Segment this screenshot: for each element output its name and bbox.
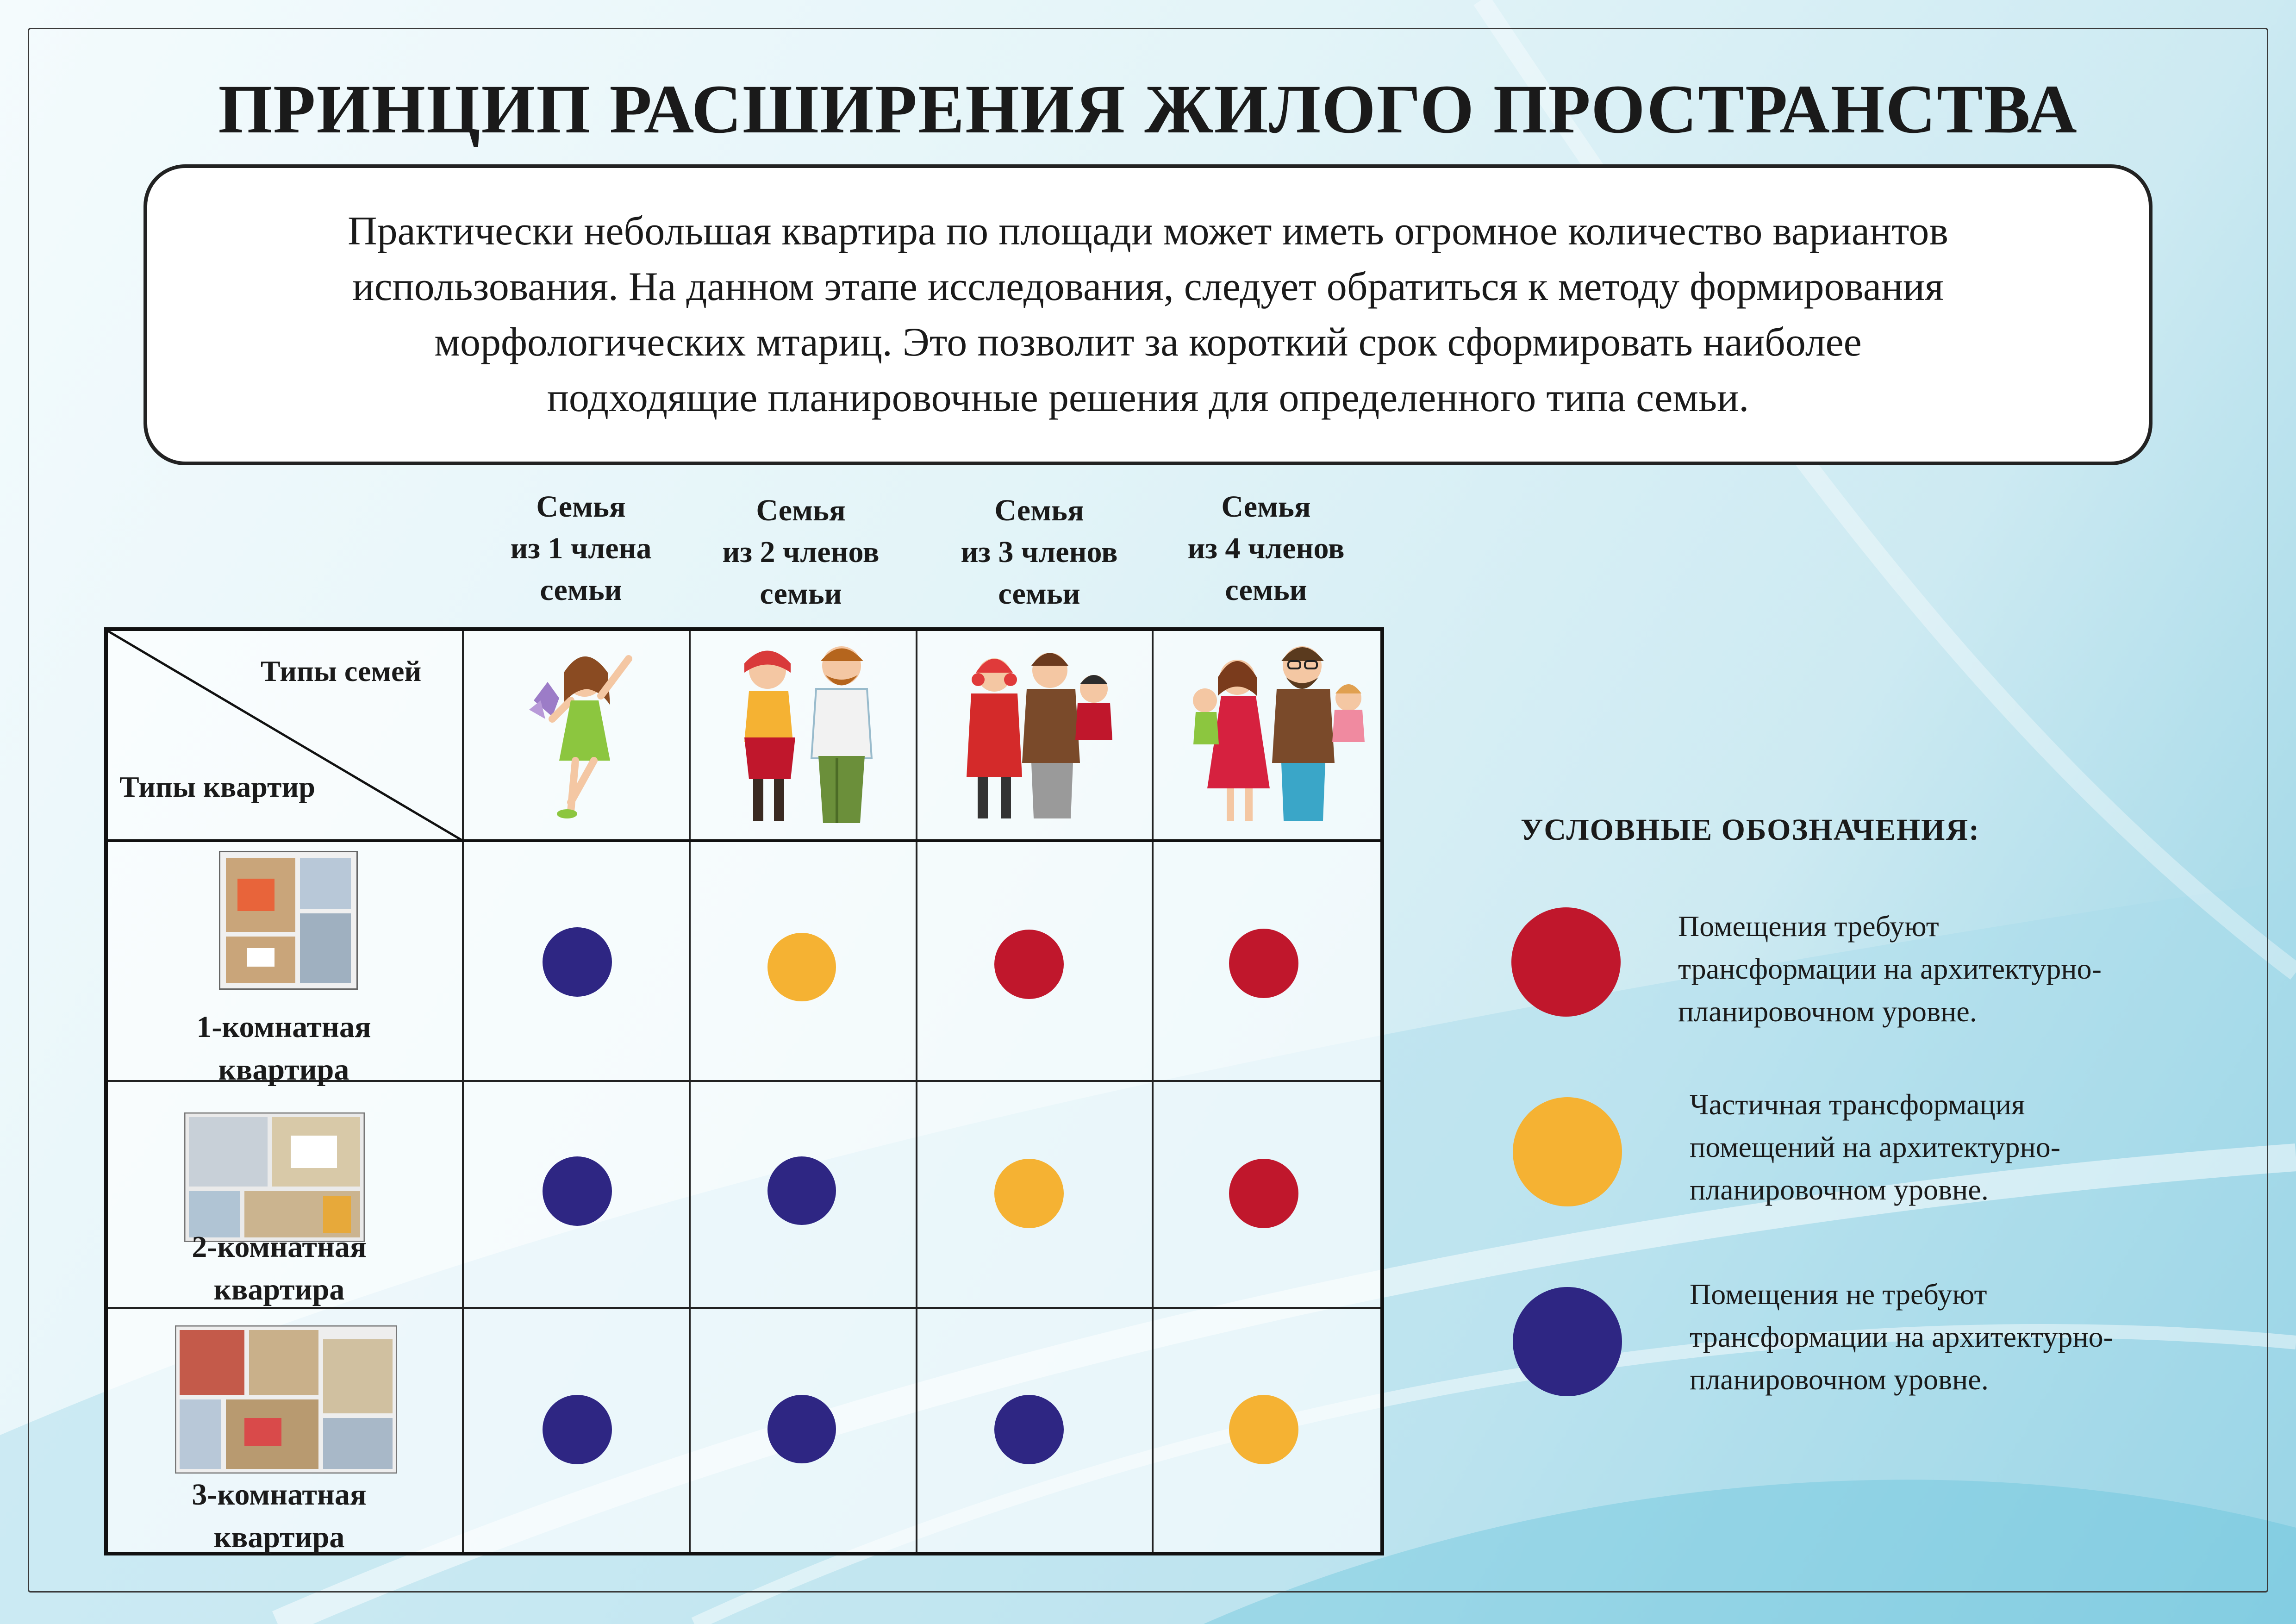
legend-dot-partial (1513, 1097, 1622, 1206)
legend-line: трансформации на архитектурно- (1678, 952, 2102, 985)
status-dot-r1-c2 (767, 933, 836, 1001)
legend-line: Частичная трансформация (1690, 1088, 2025, 1121)
column-header-line: семьи (998, 577, 1080, 611)
status-dot-r3-c1 (543, 1395, 612, 1464)
status-dot-r2-c3 (994, 1159, 1064, 1228)
legend-line: планировочном уровне. (1690, 1173, 1989, 1206)
status-dot-r2-c2 (767, 1156, 836, 1225)
woman-icon (515, 645, 645, 830)
legend-title: УСЛОВНЫЕ ОБОЗНАЧЕНИЯ: (1521, 813, 1980, 847)
grid-line (916, 631, 917, 1552)
column-header-line: Семья (1221, 490, 1311, 524)
column-header-line: семьи (540, 573, 622, 607)
legend-line: трансформации на архитектурно- (1690, 1320, 2113, 1353)
legend-text-none (1690, 1273, 2245, 1401)
status-dot-r1-c4 (1229, 929, 1298, 998)
status-dot-r2-c1 (543, 1156, 612, 1226)
row-label-line: 1-комнатная (196, 1010, 371, 1044)
column-header-line: семьи (760, 577, 842, 611)
status-dot-r3-c4 (1229, 1395, 1298, 1464)
grid-line (1152, 631, 1154, 1552)
intro-line: морфологических мтариц. Это позволит за короткий срок сформировать наиболее (434, 320, 1862, 365)
legend-line: Помещения не требуют (1690, 1278, 1987, 1311)
couple-icon (724, 640, 890, 830)
intro-line: подходящие планировочные решения для определенного типа семьи. (547, 375, 1749, 420)
status-dot-r3-c3 (994, 1395, 1064, 1464)
status-dot-r3-c2 (767, 1395, 836, 1463)
page-title: ПРИНЦИП РАСШИРЕНИЯ ЖИЛОГО ПРОСТРАНСТВА (218, 71, 2078, 148)
legend-line: помещений на архитектурно- (1690, 1131, 2060, 1163)
column-header-3 (928, 490, 1150, 615)
intro-line: использования. На данном этапе исследования, следует обратиться к методу формирования (352, 264, 1944, 309)
legend-dot-none (1513, 1287, 1622, 1396)
row-label-3 (140, 1474, 418, 1559)
legend-line: Помещения требуют (1678, 910, 1939, 943)
intro-line: Практически небольшая квартира по площади может иметь огромное количество вариантов (348, 209, 1948, 254)
legend-line: планировочном уровне. (1690, 1363, 1989, 1396)
row-label-line: 2-комнатная (192, 1230, 367, 1264)
column-header-1 (470, 486, 692, 611)
column-header-line: из 3 членов (961, 535, 1118, 569)
column-header-line: из 1 члена (510, 531, 652, 565)
family-of-three-icon (960, 640, 1126, 830)
grid-line (689, 631, 691, 1552)
row-label-2 (140, 1226, 418, 1311)
legend-text-full (1678, 905, 2234, 1033)
column-header-2 (690, 490, 912, 615)
column-header-line: семьи (1225, 573, 1307, 607)
corner-label-apartments: Типы квартир (119, 770, 315, 803)
column-header-line: Семья (994, 493, 1084, 527)
column-header-line: из 4 членов (1187, 531, 1345, 565)
intro-text (348, 204, 1948, 426)
legend-dot-full (1511, 907, 1621, 1017)
row-label-line: 3-комнатная (192, 1478, 367, 1512)
intro-box (144, 164, 2152, 465)
column-header-4 (1155, 486, 1377, 611)
column-header-line: Семья (536, 490, 626, 524)
column-header-line: из 2 членов (722, 535, 880, 569)
status-dot-r1-c1 (543, 927, 612, 997)
corner-label-families: Типы семей (261, 655, 422, 687)
column-header-line: Семья (756, 493, 846, 527)
family-of-four-icon (1186, 640, 1372, 830)
legend-text-partial (1690, 1083, 2245, 1211)
row-label-1 (145, 1006, 423, 1091)
status-dot-r2-c4 (1229, 1159, 1298, 1228)
two-room-plan-icon (184, 1112, 365, 1242)
one-room-plan-icon (219, 851, 358, 990)
row-label-line: квартира (213, 1520, 345, 1554)
three-room-plan-icon (175, 1325, 397, 1474)
row-label-line: квартира (218, 1053, 349, 1087)
legend-line: планировочном уровне. (1678, 995, 1977, 1028)
matrix-table (104, 627, 1384, 1555)
row-label-line: квартира (213, 1273, 345, 1306)
status-dot-r1-c3 (994, 930, 1064, 999)
